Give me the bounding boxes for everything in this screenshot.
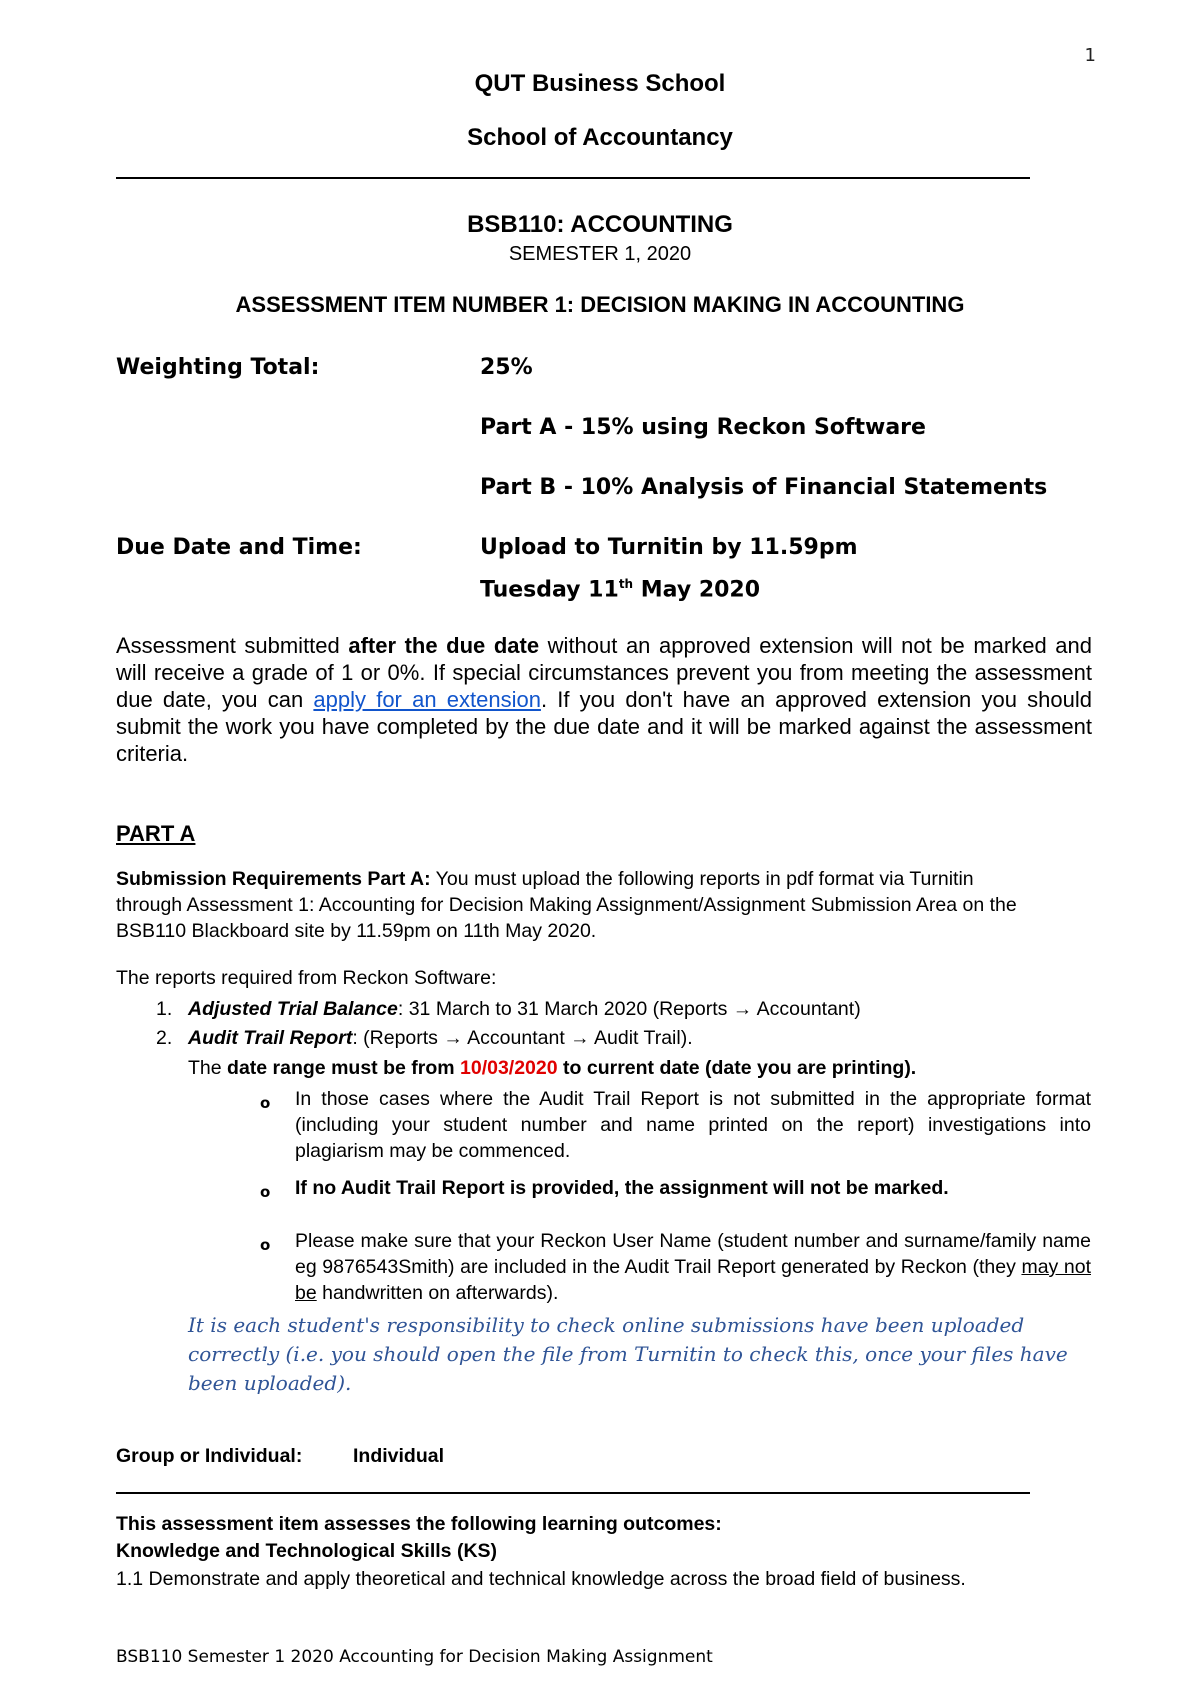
- list-item-text: Audit Trail Report: (Reports → Accountant → Audit Trail).: [188, 1027, 693, 1049]
- start-date: 10/03/2020: [460, 1057, 558, 1079]
- page-footer: BSB110 Semester 1 2020 Accounting for Decision Making Assignment: [116, 1647, 713, 1667]
- school-title: QUT Business School: [474, 70, 726, 97]
- assessment-title: ASSESSMENT ITEM NUMBER 1: DECISION MAKING IN ACCOUNTING: [235, 292, 965, 317]
- group-label: Group or Individual:: [116, 1445, 303, 1467]
- outcomes-item: 1.1 Demonstrate and apply theoretical and technical knowledge across the broad field of business.: [116, 1568, 966, 1590]
- submission-requirements: Submission Requirements Part A: You must upload the following reports in pdf format via Turnitin through Assessment 1: Accounting for Decision Making Assignment/Assignment Submission Area on the BSB110 Blackboard site by 11.59pm on 11th May 2020.: [116, 868, 1017, 942]
- bullet-icon: o: [260, 1183, 271, 1201]
- bullet-no-report: If no Audit Trail Report is provided, the assignment will not be marked.: [295, 1177, 949, 1199]
- list-item: 1.: [156, 998, 173, 1020]
- date-range-note: The date range must be from 10/03/2020 to current date (date you are printing).: [188, 1057, 917, 1079]
- semester-label: SEMESTER 1, 2020: [508, 243, 692, 265]
- due-date-line1: Upload to Turnitin by 11.59pm: [480, 535, 858, 560]
- part-a-heading: PART A: [116, 821, 196, 846]
- group-value: Individual: [353, 1445, 445, 1467]
- page-number: 1: [1084, 45, 1096, 66]
- list-item: 2.: [156, 1027, 173, 1049]
- due-date-label: Due Date and Time:: [116, 535, 362, 560]
- responsibility-note: It is each student's responsibility to check online submissions have been uploaded correctly (i.e. you should open the file from Turnitin to check this, once your files have been uploaded).: [188, 1313, 1068, 1395]
- bullet-username: Please make sure that your Reckon User Name (student number and surname/family name eg 9876543Smith) are included in the Audit Trail Report generated by Reckon (they may not be handwritten on afterwards).: [295, 1230, 1091, 1304]
- bullet-icon: o: [260, 1236, 271, 1254]
- list-item-text: Adjusted Trial Balance: 31 March to 31 March 2020 (Reports → Accountant): [188, 998, 861, 1020]
- department-title: School of Accountancy: [467, 124, 733, 151]
- late-policy-paragraph: Assessment submitted after the due date without an approved extension will not be marked and will receive a grade of 1 or 0%. If special circumstances prevent you from meeting the assessment due date, you can apply for an extension. If you don't have an approved extension you should submit the work you have completed by the due date and it will be marked against the assessment criteria.: [116, 633, 1092, 766]
- unit-title: BSB110: ACCOUNTING: [467, 211, 733, 238]
- reports-intro: The reports required from Reckon Software:: [116, 967, 497, 989]
- outcomes-divider: [116, 1492, 1030, 1494]
- outcomes-heading: This assessment item assesses the following learning outcomes:: [116, 1513, 722, 1535]
- weighting-label: Weighting Total:: [116, 355, 320, 380]
- bullet-plagiarism: In those cases where the Audit Trail Report is not submitted in the appropriate format (including your student number and name printed on the report) investigations into plagiarism may be commenced.: [295, 1088, 1091, 1162]
- weighting-part-a: Part A - 15% using Reckon Software: [480, 415, 926, 440]
- header-divider: [116, 177, 1030, 179]
- bullet-icon: o: [260, 1094, 271, 1112]
- due-date-line2: Tuesday 11th May 2020: [480, 577, 761, 603]
- weighting-part-b: Part B - 10% Analysis of Financial Statements: [480, 475, 1048, 500]
- extension-link[interactable]: apply for an extension: [313, 687, 541, 712]
- weighting-total: 25%: [480, 355, 533, 380]
- outcomes-category: Knowledge and Technological Skills (KS): [116, 1540, 498, 1562]
